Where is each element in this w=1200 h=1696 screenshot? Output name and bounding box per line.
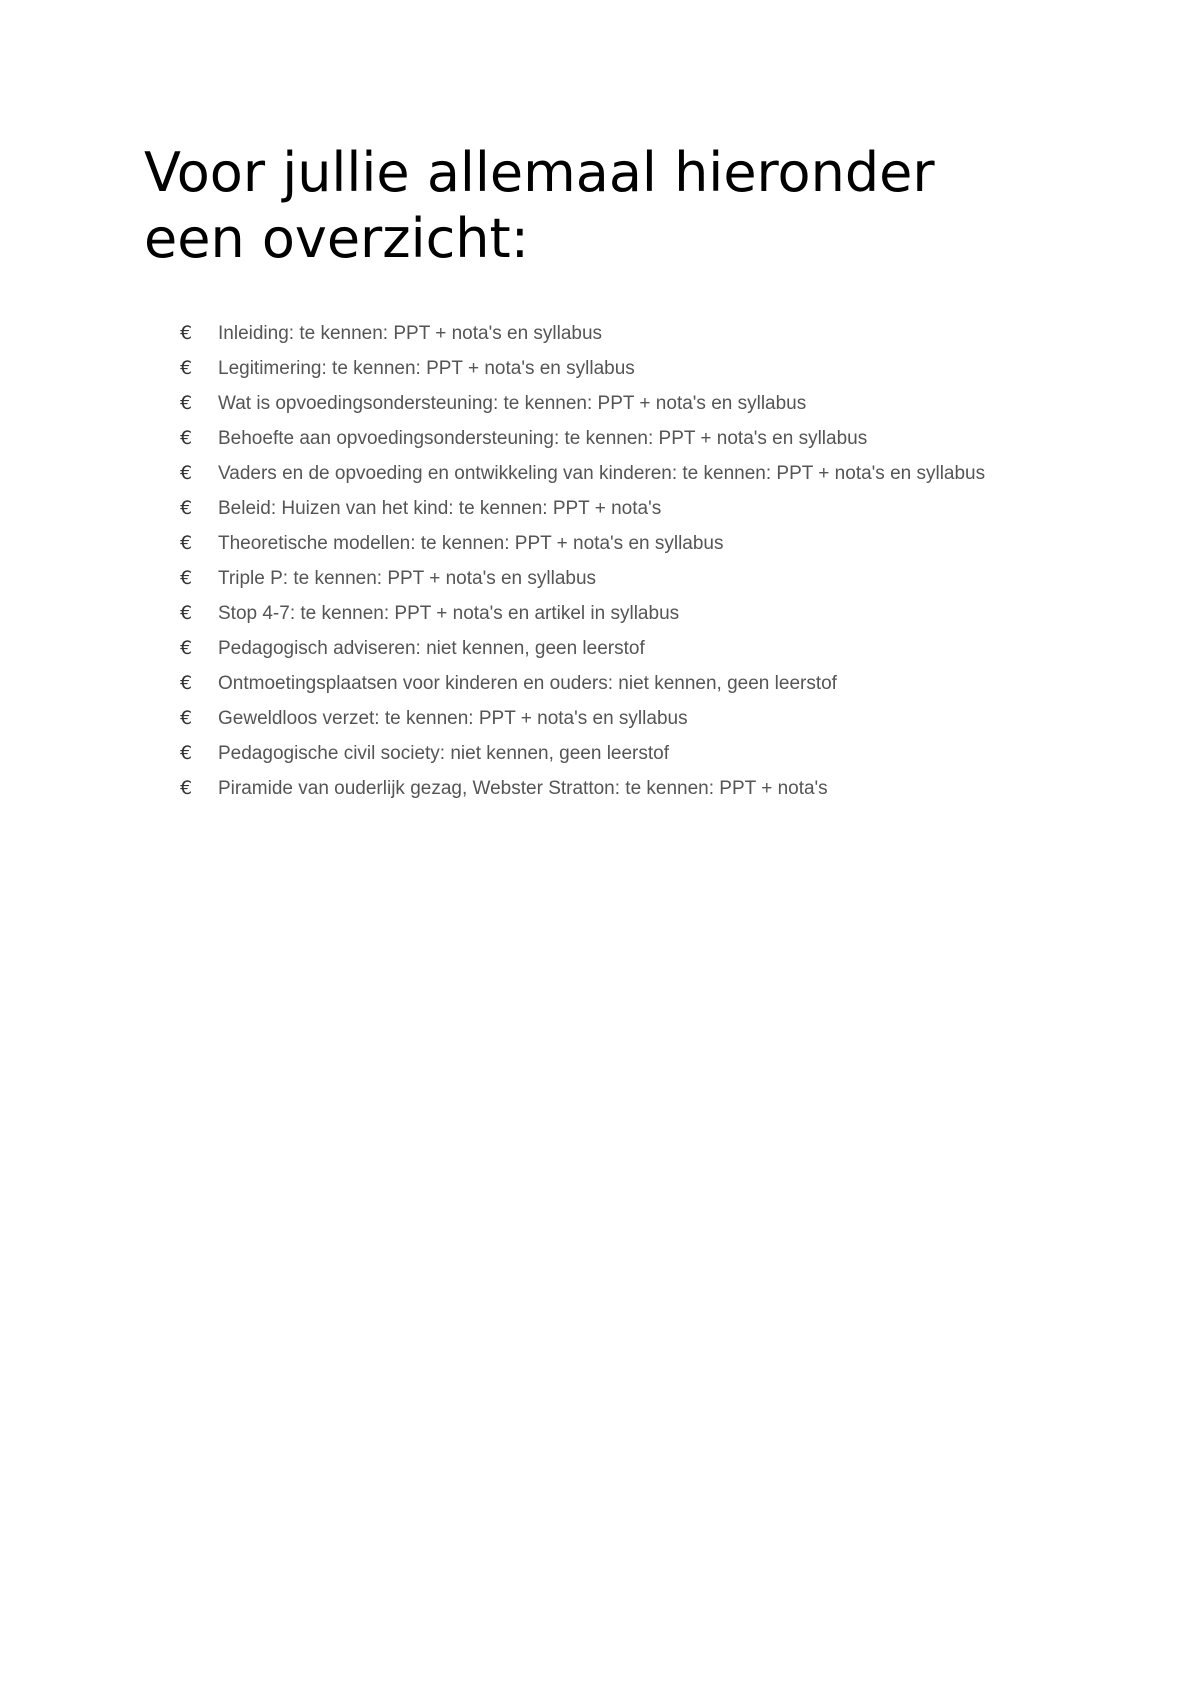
euro-bullet-icon: €	[180, 427, 193, 449]
list-item-text: Triple P: te kennen: PPT + nota's en syllabus	[218, 568, 597, 589]
euro-bullet-icon: €	[180, 497, 193, 519]
list-item-text: Legitimering: te kennen: PPT + nota's en syllabus	[218, 358, 635, 379]
list-item-text: Behoefte aan opvoedingsondersteuning: te kennen: PPT + nota's en syllabus	[218, 428, 868, 449]
list-item	[180, 561, 1140, 596]
list-item	[180, 526, 1140, 561]
euro-bullet-icon: €	[180, 602, 193, 624]
euro-bullet-icon: €	[180, 637, 193, 659]
list-item-text: Vaders en de opvoeding en ontwikkeling van kinderen: te kennen: PPT + nota's en syllabus	[218, 463, 986, 484]
euro-bullet-icon: €	[180, 357, 193, 379]
list-item-text: Piramide van ouderlijk gezag, Webster Stratton: te kennen: PPT + nota's	[218, 778, 828, 799]
euro-bullet-icon: €	[180, 532, 193, 554]
overview-list	[180, 316, 1140, 806]
list-item	[180, 631, 1140, 666]
list-item	[180, 771, 1140, 806]
list-item	[180, 351, 1140, 386]
list-item-text: Beleid: Huizen van het kind: te kennen: PPT + nota's	[218, 498, 662, 519]
list-item	[180, 421, 1140, 456]
list-item-text: Inleiding: te kennen: PPT + nota's en syllabus	[218, 323, 603, 344]
euro-bullet-icon: €	[180, 462, 193, 484]
list-item-text: Geweldloos verzet: te kennen: PPT + nota's en syllabus	[218, 708, 688, 729]
list-item	[180, 596, 1140, 631]
list-item	[180, 666, 1140, 701]
list-item-text: Pedagogische civil society: niet kennen, geen leerstof	[218, 743, 669, 764]
euro-bullet-icon: €	[180, 322, 193, 344]
euro-bullet-icon: €	[180, 707, 193, 729]
list-item-text: Theoretische modellen: te kennen: PPT + nota's en syllabus	[218, 533, 724, 554]
list-item	[180, 456, 1140, 491]
list-item-text: Wat is opvoedingsondersteuning: te kennen: PPT + nota's en syllabus	[218, 393, 807, 414]
euro-bullet-icon: €	[180, 392, 193, 414]
list-item	[180, 491, 1140, 526]
list-item	[180, 316, 1140, 351]
list-item-text: Stop 4-7: te kennen: PPT + nota's en artikel in syllabus	[218, 603, 680, 624]
list-item-text: Pedagogisch adviseren: niet kennen, geen leerstof	[218, 638, 645, 659]
list-item	[180, 386, 1140, 421]
page-title: Voor jullie allemaal hieronder een overzicht:	[144, 141, 935, 270]
list-item	[180, 736, 1140, 771]
list-item	[180, 701, 1140, 736]
euro-bullet-icon: €	[180, 567, 193, 589]
euro-bullet-icon: €	[180, 742, 193, 764]
list-item-text: Ontmoetingsplaatsen voor kinderen en ouders: niet kennen, geen leerstof	[218, 673, 837, 694]
euro-bullet-icon: €	[180, 672, 193, 694]
euro-bullet-icon: €	[180, 777, 193, 799]
